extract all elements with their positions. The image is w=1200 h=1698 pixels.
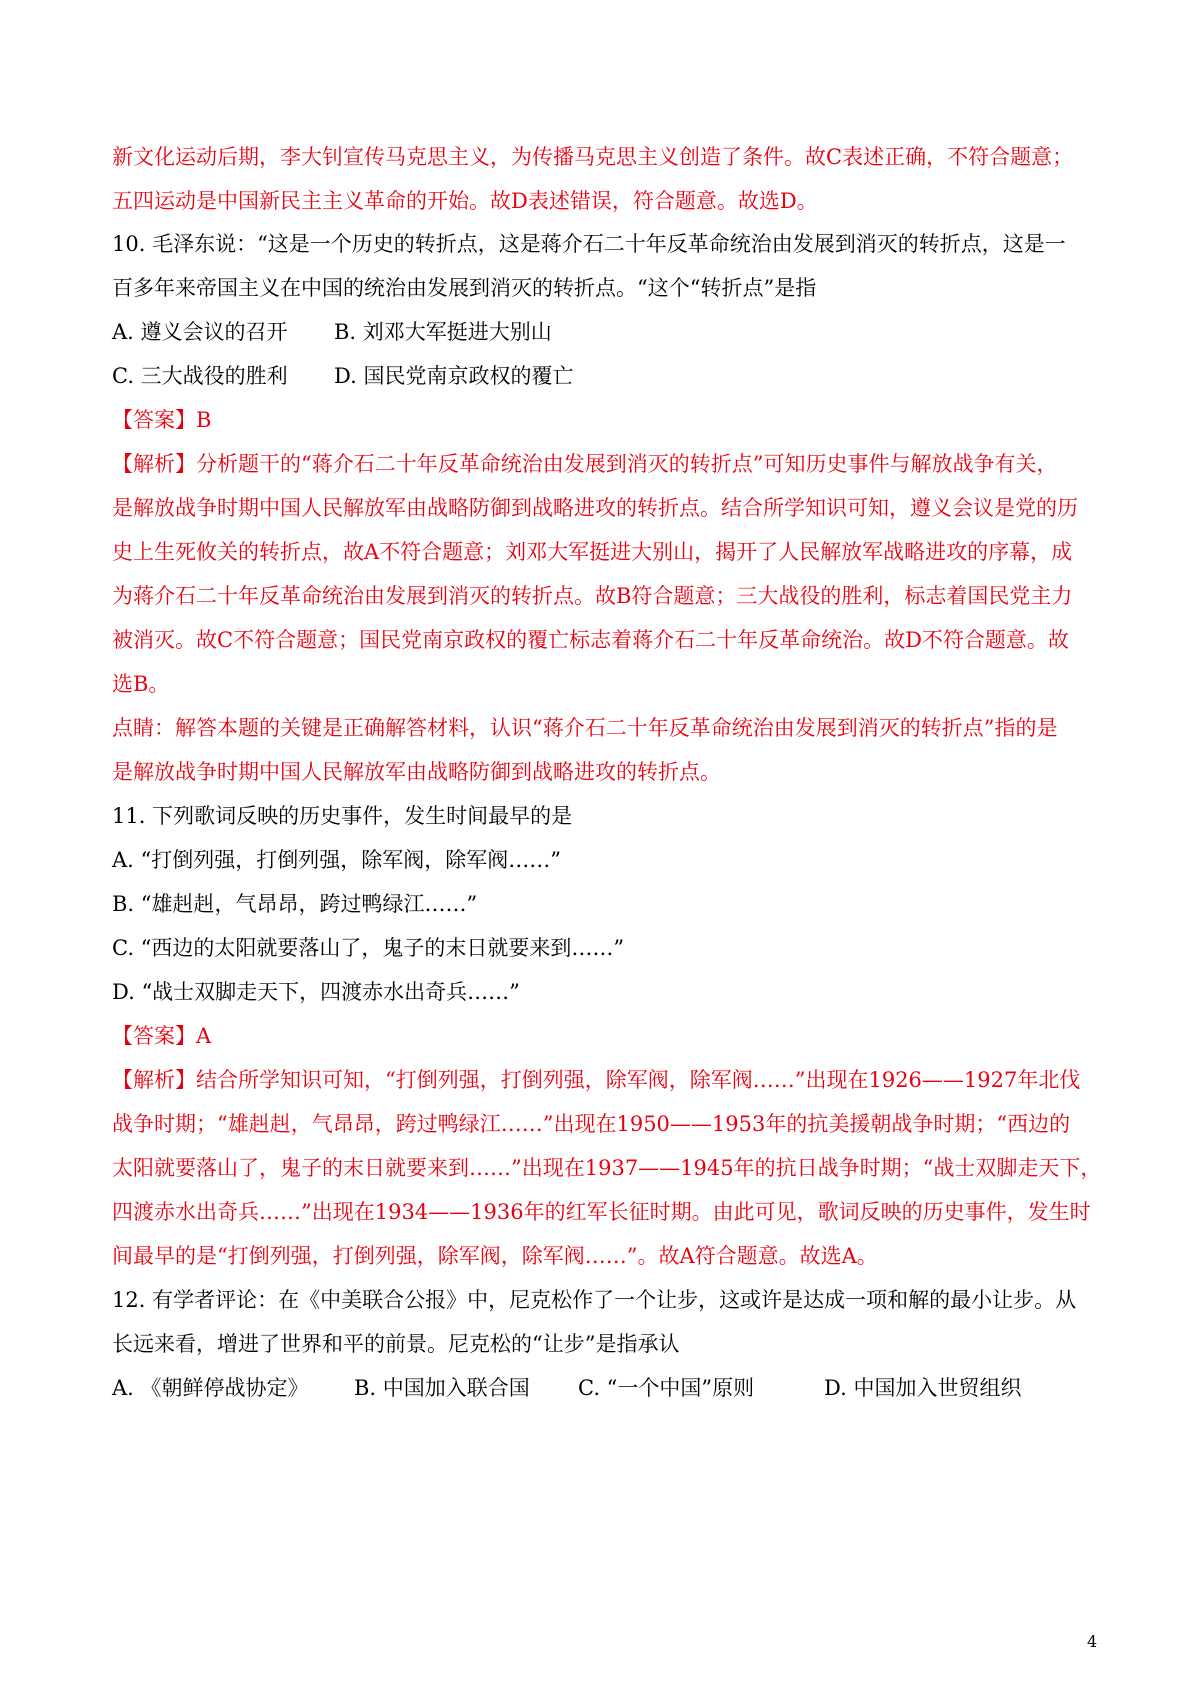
q11-option-b: B. “雄赳赳，气昂昂，跨过鸭绿江……” bbox=[112, 892, 478, 916]
q12-option-a: A. 《朝鲜停战协定》 bbox=[112, 1376, 309, 1400]
q10-answer bbox=[112, 405, 1102, 435]
q12-stem-line-1: 12. 有学者评论：在《中美联合公报》中，尼克松作了一个让步，这或许是达成一项和解的最小让步。从 bbox=[112, 1288, 1077, 1312]
q11-answer bbox=[112, 1021, 1102, 1051]
q11-analysis-line-5: 间最早的是“打倒列强，打倒列强，除军阀，除军阀……”。故A符合题意。故选A。 bbox=[112, 1244, 878, 1268]
q10-analysis-line-2: 是解放战争时期中国人民解放军由战略防御到战略进攻的转折点。结合所学知识可知，遵义会议是党的历 bbox=[112, 496, 1078, 520]
q12-option-b: B. 中国加入联合国 bbox=[354, 1376, 530, 1400]
q11-stem: 11. 下列歌词反映的历史事件，发生时间最早的是 bbox=[112, 804, 573, 828]
q10-option-d: D. 国民党南京政权的覆亡 bbox=[334, 364, 574, 388]
q10-answer-value: B bbox=[196, 408, 212, 432]
q11-analysis-line-3: 太阳就要落山了，鬼子的末日就要来到……”出现在1937——1945年的抗日战争时期；“战士双脚走天下， bbox=[112, 1156, 1102, 1180]
q10-analysis-line-5: 被消灭。故C不符合题意；国民党南京政权的覆亡标志着蒋介石二十年反革命统治。故D不符合题意。故 bbox=[112, 628, 1069, 652]
q10-analysis-line-4: 为蒋介石二十年反革命统治由发展到消灭的转折点。故B符合题意；三大战役的胜利，标志着国民党主力 bbox=[112, 584, 1073, 608]
q10-option-c: C. 三大战役的胜利 bbox=[112, 364, 288, 388]
page-number: 4 bbox=[1087, 1632, 1098, 1651]
q11-option-d: D. “战士双脚走天下，四渡赤水出奇兵……” bbox=[112, 980, 520, 1004]
q11-option-a: A. “打倒列强，打倒列强，除军阀，除军阀……” bbox=[112, 848, 561, 872]
prev-explanation-line-1: 新文化运动后期，李大钊宣传马克思主义，为传播马克思主义创造了条件。故C表述正确，不符合题意； bbox=[112, 145, 1074, 169]
q10-option-b: B. 刘邓大军挺进大别山 bbox=[334, 320, 552, 344]
q11-analysis-line-1: 【解析】结合所学知识可知，“打倒列强，打倒列强，除军阀，除军阀……”出现在1926——1927年北伐 bbox=[112, 1068, 1081, 1092]
q11-answer-label: 【答案】 bbox=[112, 1024, 196, 1048]
q11-analysis-line-4: 四渡赤水出奇兵……”出现在1934——1936年的红军长征时期。由此可见，歌词反映的历史事件，发生时 bbox=[112, 1200, 1091, 1224]
q12-stem-line-2: 长远来看，增进了世界和平的前景。尼克松的“让步”是指承认 bbox=[112, 1332, 680, 1356]
q10-tip-line-2: 是解放战争时期中国人民解放军由战略防御到战略进攻的转折点。 bbox=[112, 760, 721, 784]
q10-stem-line-1: 10. 毛泽东说：“这是一个历史的转折点，这是蒋介石二十年反革命统治由发展到消灭的转折点，这是一 bbox=[112, 232, 1066, 256]
q10-stem-line-2: 百多年来帝国主义在中国的统治由发展到消灭的转折点。“这个“转折点”是指 bbox=[112, 276, 817, 300]
q10-answer-label: 【答案】 bbox=[112, 408, 196, 432]
prev-explanation-line-2: 五四运动是中国新民主主义革命的开始。故D表述错误，符合题意。故选D。 bbox=[112, 189, 818, 213]
q12-option-c: C. “一个中国”原则 bbox=[578, 1376, 755, 1400]
q10-option-a: A. 遵义会议的召开 bbox=[112, 320, 288, 344]
q11-analysis-line-2: 战争时期；“雄赳赳，气昂昂，跨过鸭绿江……”出现在1950——1953年的抗美援朝战争时期；“西边的 bbox=[112, 1112, 1071, 1136]
q12-option-d: D. 中国加入世贸组织 bbox=[824, 1376, 1022, 1400]
q10-analysis-line-1: 【解析】分析题干的“蒋介石二十年反革命统治由发展到消灭的转折点”可知历史事件与解放战争有关， bbox=[112, 452, 1058, 476]
q10-tip-line-1: 点睛：解答本题的关键是正确解答材料，认识“蒋介石二十年反革命统治由发展到消灭的转折点”指的是 bbox=[112, 716, 1058, 740]
q11-answer-value: A bbox=[196, 1024, 212, 1048]
q11-option-c: C. “西边的太阳就要落山了，鬼子的末日就要来到……” bbox=[112, 936, 625, 960]
q10-analysis-line-3: 史上生死攸关的转折点，故A不符合题意；刘邓大军挺进大别山，揭开了人民解放军战略进攻的序幕，成 bbox=[112, 540, 1073, 564]
q10-analysis-line-6: 选B。 bbox=[112, 672, 170, 696]
